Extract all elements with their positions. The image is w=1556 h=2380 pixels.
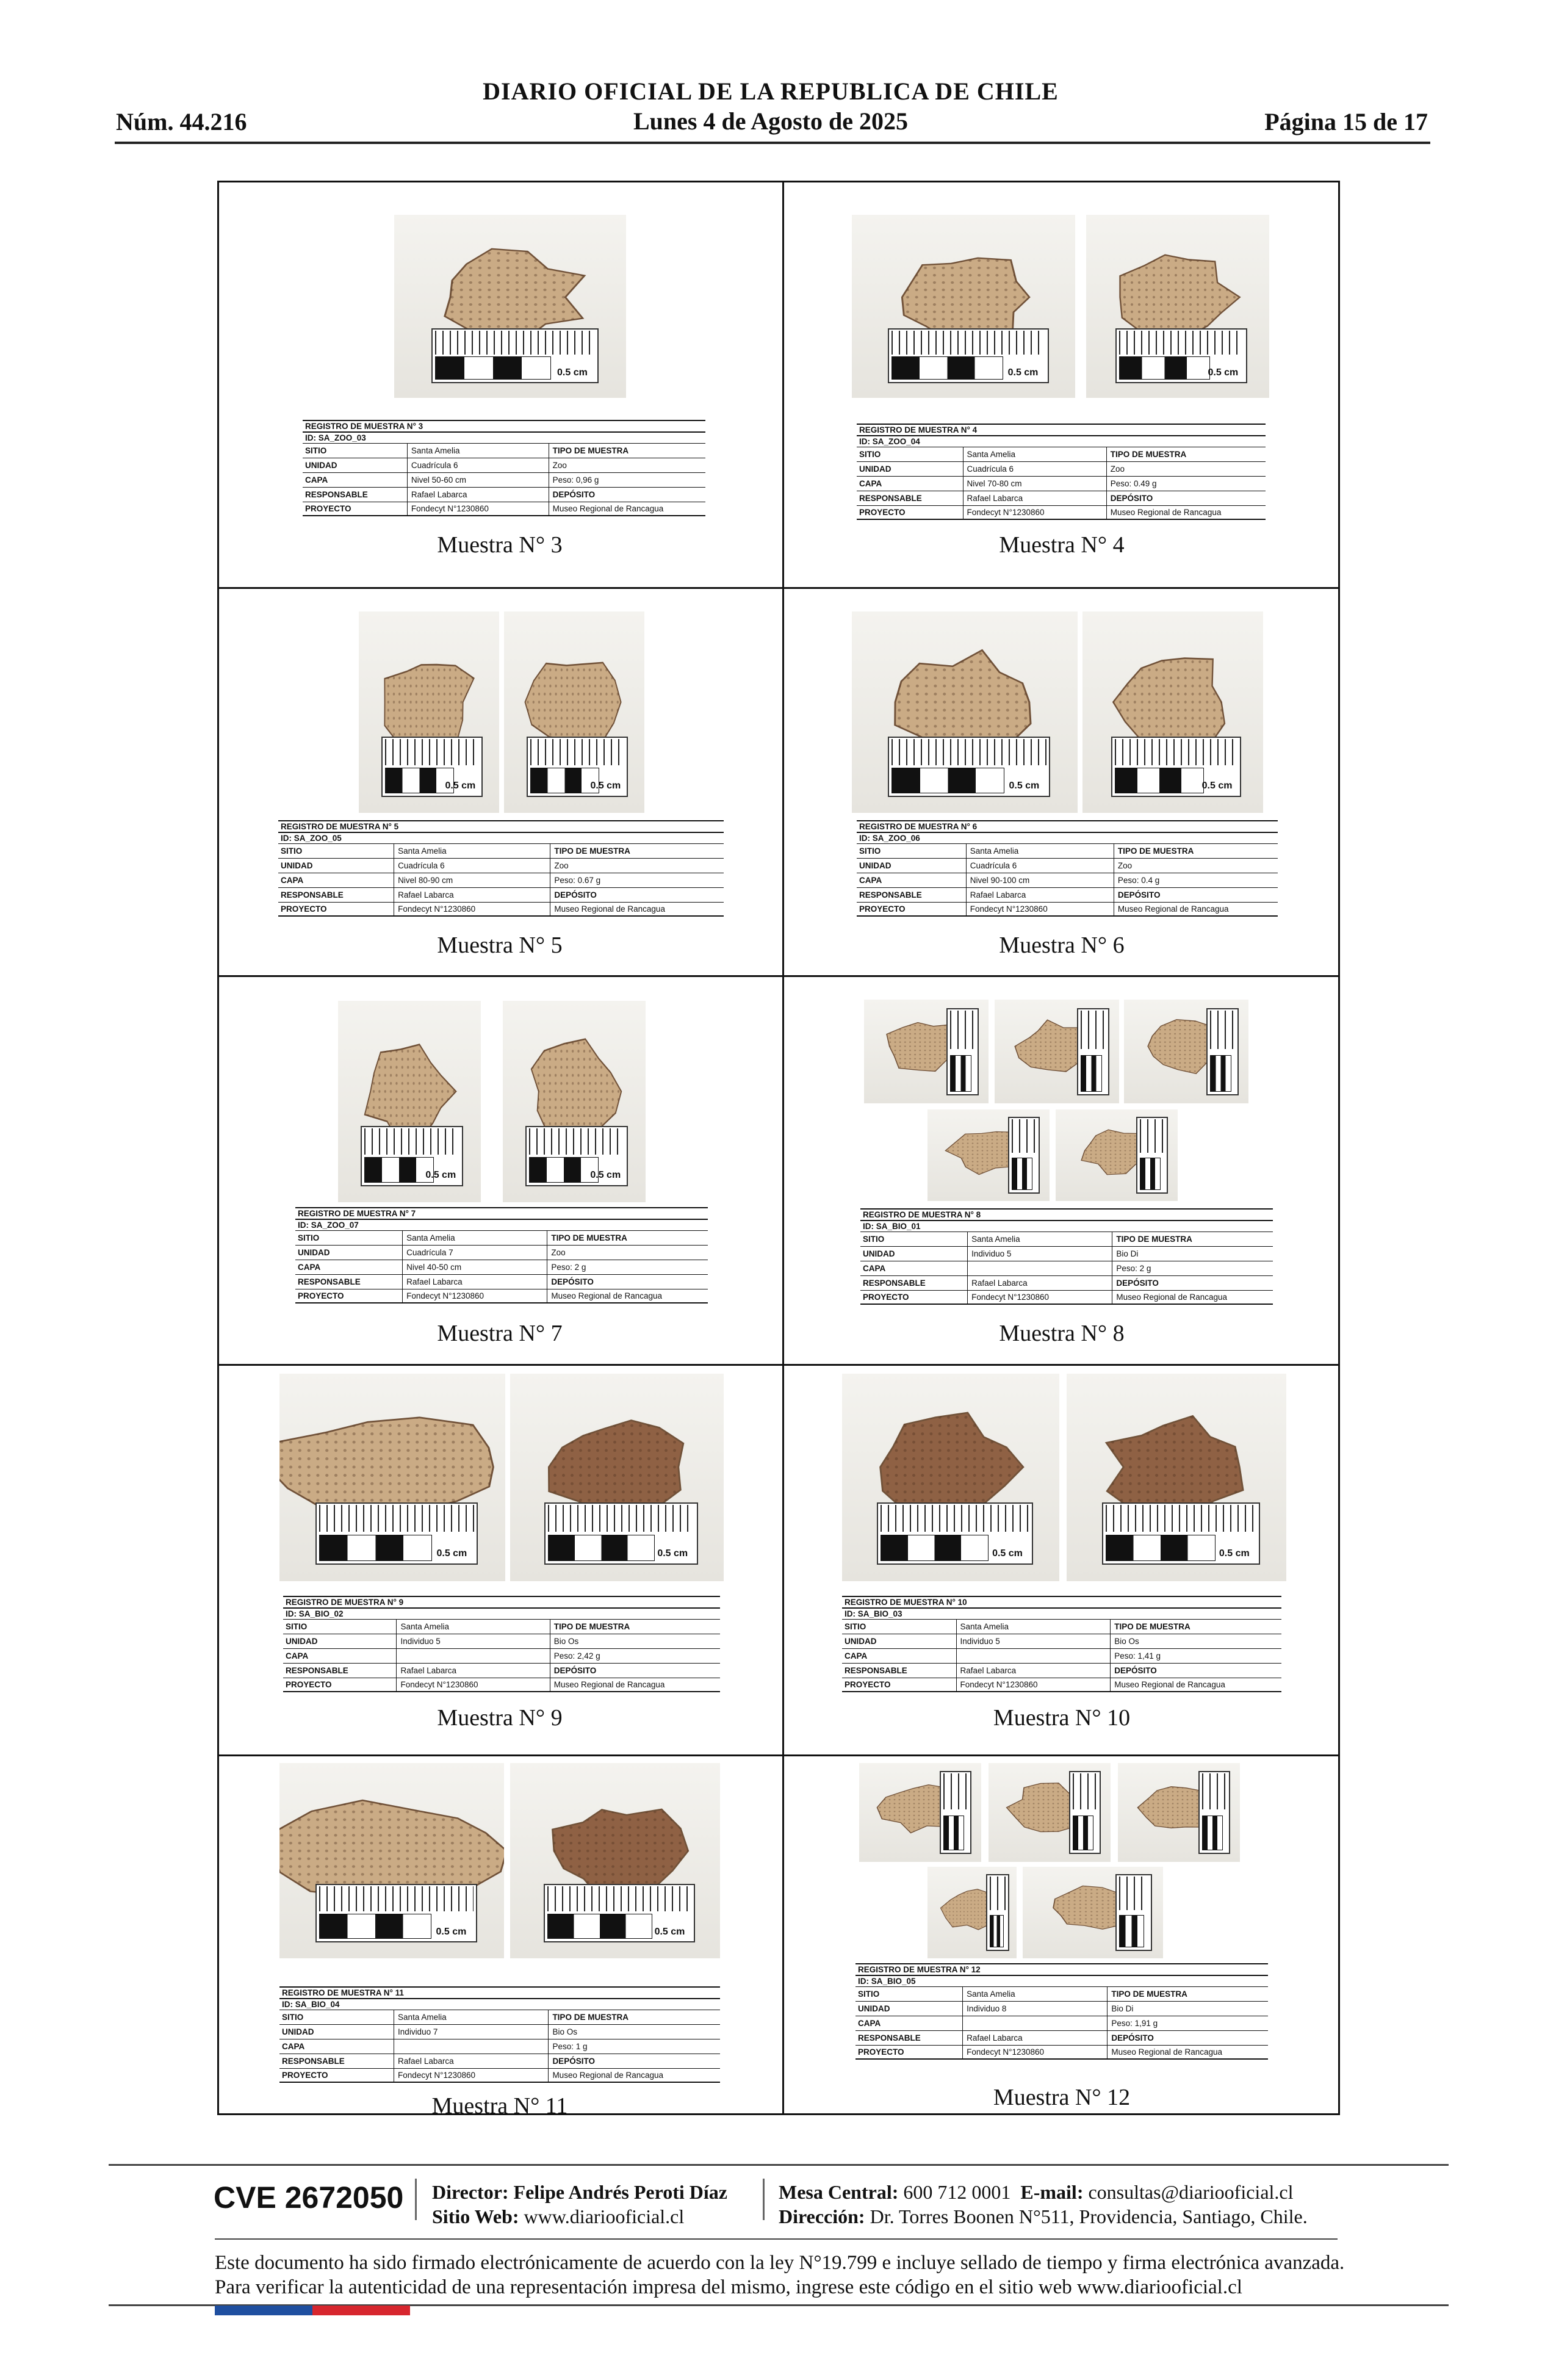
label-responsable: RESPONSABLE	[279, 2054, 394, 2068]
address-label: Dirección:	[779, 2205, 865, 2227]
specimen-photo	[864, 1000, 989, 1103]
scale-label: 0.5 cm	[992, 1548, 1023, 1559]
scale-ruler	[527, 737, 628, 797]
record-title: REGISTRO DE MUESTRA N° 7	[295, 1207, 708, 1219]
label-unidad: UNIDAD	[855, 2002, 963, 2016]
label-tipo: TIPO DE MUESTRA	[1116, 1234, 1192, 1244]
value-proyecto: Fondecyt N°1230860	[408, 502, 549, 515]
director-block	[432, 2180, 727, 2229]
scale-label: 0.5 cm	[436, 1548, 467, 1559]
label-responsable: RESPONSABLE	[278, 888, 394, 902]
label-proyecto: PROYECTO	[279, 2069, 394, 2082]
label-deposito: DEPÓSITO	[1114, 1665, 1157, 1675]
value-unidad: Individuo 5	[957, 1634, 1111, 1648]
value-capa	[397, 1649, 550, 1663]
email-label: E-mail:	[1020, 2181, 1084, 2203]
specimen-photo	[1118, 1763, 1240, 1862]
label-capa: CAPA	[295, 1260, 403, 1274]
masthead	[109, 77, 1433, 135]
sample-caption: Muestra N° 12	[993, 2085, 1131, 2110]
value-capa	[394, 2039, 549, 2054]
label-unidad: UNIDAD	[303, 458, 408, 472]
label-capa: CAPA	[283, 1649, 397, 1663]
value-responsable: Rafael Labarca	[403, 1275, 547, 1289]
label-unidad: UNIDAD	[860, 1247, 968, 1261]
director-label: Director:	[432, 2181, 509, 2203]
value-capa: Nivel 70-80 cm	[963, 477, 1107, 491]
specimen-photo	[394, 215, 626, 398]
value-sitio: Santa Amelia	[408, 444, 549, 458]
value-deposito: Museo Regional de Rancagua	[1116, 1292, 1227, 1302]
scale-ruler	[431, 328, 599, 383]
label-responsable: RESPONSABLE	[857, 888, 967, 902]
value-capa	[963, 2016, 1108, 2030]
value-proyecto: Fondecyt N°1230860	[397, 1678, 550, 1691]
sample-caption: Muestra N° 5	[437, 932, 563, 958]
value-deposito: Museo Regional de Rancagua	[552, 503, 664, 513]
specimen-photo	[1124, 1000, 1248, 1103]
sample-cell	[783, 587, 1340, 975]
label-capa: CAPA	[279, 2039, 394, 2054]
specimen-photo	[842, 1374, 1059, 1581]
value-deposito: Museo Regional de Rancagua	[554, 904, 665, 914]
specimen-photo	[503, 1001, 646, 1202]
value-tipo: Zoo	[1110, 464, 1125, 474]
record-title: REGISTRO DE MUESTRA N° 8	[860, 1208, 1273, 1220]
value-responsable: Rafael Labarca	[394, 2054, 549, 2068]
value-peso: Peso: 2 g	[551, 1262, 586, 1272]
record-title: REGISTRO DE MUESTRA N° 9	[283, 1596, 720, 1607]
record-id: ID: SA_BIO_04	[279, 1998, 720, 2010]
value-sitio: Santa Amelia	[394, 2010, 549, 2024]
specimen-photo	[359, 611, 499, 813]
scale-label: 0.5 cm	[1009, 781, 1040, 792]
label-proyecto: PROYECTO	[855, 2046, 963, 2058]
scale-ruler	[1077, 1008, 1109, 1095]
scale-ruler	[940, 1771, 971, 1854]
value-peso: Peso: 0.67 g	[554, 875, 601, 885]
scale-ruler	[1102, 1502, 1260, 1565]
label-sitio: SITIO	[279, 2010, 394, 2024]
footer-separator	[763, 2179, 765, 2220]
scale-ruler	[888, 737, 1050, 797]
label-unidad: UNIDAD	[295, 1246, 403, 1260]
director-name: Felipe Andrés Peroti Díaz	[513, 2181, 727, 2203]
sample-caption: Muestra N° 9	[437, 1705, 563, 1731]
value-deposito: Museo Regional de Rancagua	[1117, 904, 1229, 914]
record-id: ID: SA_BIO_03	[842, 1607, 1281, 1619]
label-proyecto: PROYECTO	[857, 506, 963, 519]
record-title: REGISTRO DE MUESTRA N° 4	[857, 424, 1266, 435]
sample-cell	[783, 975, 1340, 1364]
record-id: ID: SA_BIO_05	[855, 1975, 1268, 1986]
scale-label: 0.5 cm	[657, 1548, 688, 1559]
scale-ruler	[946, 1008, 979, 1095]
label-tipo: TIPO DE MUESTRA	[552, 445, 629, 455]
sample-record-table	[860, 1208, 1273, 1305]
sample-record-table	[857, 820, 1278, 917]
address-text: Dr. Torres Boonen N°511, Providencia, Santiago, Chile.	[870, 2205, 1308, 2227]
mesa-label: Mesa Central:	[779, 2181, 899, 2203]
scale-label: 0.5 cm	[590, 781, 621, 792]
website-link[interactable]: www.diariooficial.cl	[524, 2205, 685, 2227]
sample-cell	[783, 1754, 1340, 2115]
value-tipo: Zoo	[1117, 860, 1133, 870]
scale-label: 0.5 cm	[445, 781, 476, 792]
label-sitio: SITIO	[842, 1620, 957, 1634]
value-proyecto: Fondecyt N°1230860	[967, 903, 1114, 915]
value-peso: Peso: 0,96 g	[552, 475, 599, 485]
page-number: Página 15 de 17	[1264, 108, 1428, 135]
scale-label: 0.5 cm	[654, 1926, 685, 1937]
value-peso: Peso: 1 g	[552, 2041, 588, 2051]
label-deposito: DEPÓSITO	[552, 489, 596, 499]
value-deposito: Museo Regional de Rancagua	[552, 2070, 664, 2080]
flag-red-stripe	[312, 2306, 410, 2315]
value-proyecto: Fondecyt N°1230860	[968, 1291, 1112, 1304]
sample-record-table	[295, 1207, 708, 1304]
scale-ruler	[986, 1874, 1009, 1951]
scale-ruler	[1111, 737, 1241, 797]
label-tipo: TIPO DE MUESTRA	[1114, 1621, 1190, 1631]
scale-label: 0.5 cm	[557, 367, 588, 378]
value-unidad: Individuo 7	[394, 2025, 549, 2039]
sample-cell	[217, 1754, 782, 2119]
label-sitio: SITIO	[295, 1231, 403, 1245]
cve-code: CVE 2672050	[214, 2180, 404, 2215]
footer-separator	[415, 2179, 417, 2220]
sample-cell	[217, 1364, 782, 1754]
value-responsable: Rafael Labarca	[957, 1664, 1111, 1678]
label-sitio: SITIO	[860, 1232, 968, 1246]
label-proyecto: PROYECTO	[857, 903, 967, 915]
specimen-photo	[1067, 1374, 1286, 1581]
value-unidad: Cuadrícula 6	[408, 458, 549, 472]
value-capa: Nivel 40-50 cm	[403, 1260, 547, 1274]
value-deposito: Museo Regional de Rancagua	[553, 1679, 665, 1689]
value-unidad: Individuo 5	[968, 1247, 1112, 1261]
record-id: ID: SA_ZOO_05	[278, 832, 724, 843]
value-sitio: Santa Amelia	[967, 844, 1114, 858]
label-deposito: DEPÓSITO	[1116, 1278, 1159, 1288]
value-deposito: Museo Regional de Rancagua	[551, 1291, 662, 1300]
value-tipo: Zoo	[552, 460, 567, 470]
scale-ruler	[1008, 1117, 1040, 1194]
scale-ruler	[1115, 1874, 1152, 1951]
label-sitio: SITIO	[857, 447, 963, 461]
label-proyecto: PROYECTO	[295, 1289, 403, 1302]
scale-label: 0.5 cm	[590, 1170, 621, 1181]
value-sitio: Santa Amelia	[397, 1620, 550, 1634]
sample-record-table	[857, 424, 1266, 520]
scale-ruler	[381, 737, 483, 797]
email-link[interactable]: consultas@diariooficial.cl	[1088, 2181, 1294, 2203]
label-responsable: RESPONSABLE	[283, 1664, 397, 1678]
value-tipo: Bio Di	[1111, 2003, 1134, 2013]
specimen-photo	[1082, 611, 1263, 813]
value-peso: Peso: 2 g	[1116, 1263, 1151, 1273]
value-peso: Peso: 1,91 g	[1111, 2018, 1158, 2028]
label-deposito: DEPÓSITO	[552, 2056, 595, 2066]
scale-ruler	[1136, 1117, 1168, 1194]
sample-caption: Muestra N° 3	[437, 532, 563, 558]
label-tipo: TIPO DE MUESTRA	[552, 2012, 629, 2022]
value-deposito: Museo Regional de Rancagua	[1111, 2047, 1222, 2057]
value-capa	[968, 1261, 1112, 1275]
scale-ruler	[361, 1126, 463, 1186]
record-id: ID: SA_ZOO_03	[303, 431, 705, 443]
value-sitio: Santa Amelia	[403, 1231, 547, 1245]
value-tipo: Zoo	[551, 1247, 566, 1257]
issue-number: Núm. 44.216	[116, 108, 247, 135]
record-title: REGISTRO DE MUESTRA N° 3	[303, 420, 705, 431]
specimen-photo	[859, 1763, 981, 1862]
specimen-photo	[1056, 1109, 1178, 1201]
sample-record-table	[855, 1963, 1268, 2060]
sample-record-table	[279, 1986, 720, 2083]
value-responsable: Rafael Labarca	[963, 491, 1107, 505]
label-responsable: RESPONSABLE	[303, 488, 408, 502]
specimen-photo	[852, 215, 1075, 398]
value-peso: Peso: 2,42 g	[553, 1651, 600, 1661]
newspaper-title: DIARIO OFICIAL DE LA REPUBLICA DE CHILE	[483, 78, 1059, 105]
label-deposito: DEPÓSITO	[1111, 2033, 1154, 2043]
flag-blue-stripe	[215, 2306, 312, 2315]
scale-ruler	[877, 1502, 1033, 1565]
specimen-photo	[338, 1001, 481, 1202]
value-proyecto: Fondecyt N°1230860	[963, 506, 1107, 519]
label-proyecto: PROYECTO	[842, 1678, 957, 1691]
label-sitio: SITIO	[857, 844, 967, 858]
value-capa: Nivel 80-90 cm	[394, 873, 550, 887]
label-unidad: UNIDAD	[857, 462, 963, 476]
label-tipo: TIPO DE MUESTRA	[1117, 846, 1194, 856]
specimen-photo	[989, 1763, 1111, 1862]
value-responsable: Rafael Labarca	[967, 888, 1114, 902]
value-peso: Peso: 0.4 g	[1117, 875, 1160, 885]
specimen-photo	[852, 611, 1078, 813]
specimen-photo	[510, 1374, 724, 1581]
scale-ruler	[544, 1884, 695, 1942]
label-unidad: UNIDAD	[279, 2025, 394, 2039]
value-unidad: Cuadrícula 7	[403, 1246, 547, 1260]
value-tipo: Bio Os	[1114, 1636, 1139, 1646]
record-id: ID: SA_ZOO_07	[295, 1219, 708, 1230]
value-peso: Peso: 1,41 g	[1114, 1651, 1161, 1661]
scale-ruler	[1115, 328, 1247, 383]
sample-cell	[783, 181, 1340, 587]
value-deposito: Museo Regional de Rancagua	[1114, 1679, 1225, 1689]
specimen-photo	[279, 1374, 505, 1581]
value-peso: Peso: 0.49 g	[1110, 478, 1157, 488]
value-tipo: Zoo	[554, 860, 569, 870]
label-capa: CAPA	[303, 473, 408, 487]
scale-ruler	[1206, 1008, 1239, 1095]
label-tipo: TIPO DE MUESTRA	[554, 846, 630, 856]
scale-ruler	[525, 1126, 628, 1186]
label-responsable: RESPONSABLE	[855, 2031, 963, 2045]
label-capa: CAPA	[278, 873, 394, 887]
sample-record-table	[842, 1596, 1281, 1692]
label-capa: CAPA	[860, 1261, 968, 1275]
value-capa: Nivel 90-100 cm	[967, 873, 1114, 887]
value-proyecto: Fondecyt N°1230860	[394, 2069, 549, 2082]
scale-label: 0.5 cm	[1007, 367, 1039, 378]
label-unidad: UNIDAD	[857, 859, 967, 873]
record-title: REGISTRO DE MUESTRA N° 5	[278, 820, 724, 832]
website-label: Sitio Web:	[432, 2205, 519, 2227]
value-capa	[957, 1649, 1111, 1663]
value-tipo: Bio Di	[1116, 1249, 1139, 1258]
footer-divider	[109, 2164, 1449, 2166]
label-deposito: DEPÓSITO	[1117, 890, 1161, 900]
footer-divider	[215, 2238, 1338, 2240]
record-id: ID: SA_BIO_01	[860, 1220, 1273, 1231]
sample-caption: Muestra N° 10	[993, 1705, 1131, 1731]
value-capa: Nivel 50-60 cm	[408, 473, 549, 487]
record-title: REGISTRO DE MUESTRA N° 10	[842, 1596, 1281, 1607]
sample-cell	[217, 975, 782, 1364]
label-unidad: UNIDAD	[842, 1634, 957, 1648]
label-capa: CAPA	[842, 1649, 957, 1663]
label-proyecto: PROYECTO	[278, 903, 394, 915]
scale-ruler	[544, 1502, 698, 1565]
sample-cell	[217, 587, 782, 975]
label-tipo: TIPO DE MUESTRA	[1110, 449, 1187, 459]
label-capa: CAPA	[857, 477, 963, 491]
sample-caption: Muestra N° 4	[999, 532, 1125, 558]
label-responsable: RESPONSABLE	[842, 1664, 957, 1678]
label-proyecto: PROYECTO	[303, 502, 408, 515]
specimen-photo	[927, 1867, 1017, 1958]
scale-ruler	[315, 1502, 478, 1565]
label-sitio: SITIO	[855, 1987, 963, 2001]
label-sitio: SITIO	[278, 844, 394, 858]
contact-block	[779, 2180, 1308, 2229]
label-deposito: DEPÓSITO	[553, 1665, 597, 1675]
value-responsable: Rafael Labarca	[408, 488, 549, 502]
value-proyecto: Fondecyt N°1230860	[963, 2046, 1108, 2058]
specimen-photo	[927, 1109, 1050, 1201]
value-sitio: Santa Amelia	[963, 447, 1107, 461]
sample-caption: Muestra N° 6	[999, 932, 1125, 958]
value-responsable: Rafael Labarca	[394, 888, 550, 902]
scale-ruler	[1198, 1771, 1230, 1854]
value-unidad: Individuo 8	[963, 2002, 1108, 2016]
scale-label: 0.5 cm	[1208, 367, 1239, 378]
value-responsable: Rafael Labarca	[968, 1276, 1112, 1290]
legal-notice: Este documento ha sido firmado electrónicamente de acuerdo con la ley N°19.799 e incluye sellado de tiempo y firma electrónica avanzada. Para verificar la autenticidad de una representación impresa del mismo, ingrese este código en el sitio web www.diariooficial.cl	[215, 2252, 1345, 2298]
value-unidad: Individuo 5	[397, 1634, 550, 1648]
record-id: ID: SA_ZOO_04	[857, 435, 1266, 447]
scale-ruler	[888, 328, 1049, 383]
scale-ruler	[315, 1884, 477, 1942]
page-header	[109, 72, 1433, 145]
value-tipo: Bio Os	[553, 1636, 579, 1646]
value-unidad: Cuadrícula 6	[967, 859, 1114, 873]
scale-label: 0.5 cm	[1219, 1548, 1250, 1559]
sample-caption: Muestra N° 8	[999, 1321, 1125, 1346]
record-id: ID: SA_BIO_02	[283, 1607, 720, 1619]
specimen-photo	[1086, 215, 1269, 398]
value-proyecto: Fondecyt N°1230860	[403, 1289, 547, 1302]
label-deposito: DEPÓSITO	[1110, 493, 1153, 503]
specimen-photo	[279, 1763, 504, 1958]
sample-cell	[217, 181, 782, 587]
scale-label: 0.5 cm	[436, 1926, 467, 1937]
label-proyecto: PROYECTO	[283, 1678, 397, 1691]
specimen-photo	[995, 1000, 1119, 1103]
sample-caption: Muestra N° 7	[437, 1321, 563, 1346]
label-capa: CAPA	[857, 873, 967, 887]
label-capa: CAPA	[855, 2016, 963, 2030]
specimen-photo	[504, 611, 644, 813]
label-unidad: UNIDAD	[278, 859, 394, 873]
value-responsable: Rafael Labarca	[963, 2031, 1108, 2045]
issue-date: Lunes 4 de Agosto de 2025	[633, 107, 909, 135]
value-sitio: Santa Amelia	[968, 1232, 1112, 1246]
value-tipo: Bio Os	[552, 2027, 577, 2036]
scale-label: 0.5 cm	[1201, 781, 1233, 792]
label-responsable: RESPONSABLE	[857, 491, 963, 505]
label-tipo: TIPO DE MUESTRA	[1111, 1989, 1187, 1999]
value-deposito: Museo Regional de Rancagua	[1110, 507, 1222, 517]
record-title: REGISTRO DE MUESTRA N° 6	[857, 820, 1278, 832]
record-title: REGISTRO DE MUESTRA N° 11	[279, 1986, 720, 1998]
label-responsable: RESPONSABLE	[860, 1276, 968, 1290]
value-sitio: Santa Amelia	[957, 1620, 1111, 1634]
label-tipo: TIPO DE MUESTRA	[553, 1621, 630, 1631]
sample-record-table	[303, 420, 705, 516]
label-sitio: SITIO	[303, 444, 408, 458]
mesa-phone: 600 712 0001	[903, 2181, 1011, 2203]
sample-caption: Muestra N° 11	[431, 2093, 568, 2119]
label-responsable: RESPONSABLE	[295, 1275, 403, 1289]
record-id: ID: SA_ZOO_06	[857, 832, 1278, 843]
value-responsable: Rafael Labarca	[397, 1664, 550, 1678]
scale-ruler	[1069, 1771, 1101, 1854]
value-unidad: Cuadrícula 6	[963, 462, 1107, 476]
label-sitio: SITIO	[283, 1620, 397, 1634]
value-sitio: Santa Amelia	[963, 1987, 1108, 2001]
sample-record-table	[278, 820, 724, 917]
scale-label: 0.5 cm	[425, 1170, 456, 1181]
specimen-photo	[1023, 1867, 1163, 1958]
value-unidad: Cuadrícula 6	[394, 859, 550, 873]
label-tipo: TIPO DE MUESTRA	[551, 1233, 627, 1242]
label-proyecto: PROYECTO	[860, 1291, 968, 1304]
record-title: REGISTRO DE MUESTRA N° 12	[855, 1963, 1268, 1975]
label-deposito: DEPÓSITO	[551, 1277, 594, 1286]
header-divider	[115, 142, 1430, 144]
label-unidad: UNIDAD	[283, 1634, 397, 1648]
value-proyecto: Fondecyt N°1230860	[394, 903, 550, 915]
sample-cell	[783, 1364, 1340, 1754]
sample-record-table	[283, 1596, 720, 1692]
value-sitio: Santa Amelia	[394, 844, 550, 858]
specimen-photo	[510, 1763, 720, 1958]
label-deposito: DEPÓSITO	[554, 890, 597, 900]
value-proyecto: Fondecyt N°1230860	[957, 1678, 1111, 1691]
